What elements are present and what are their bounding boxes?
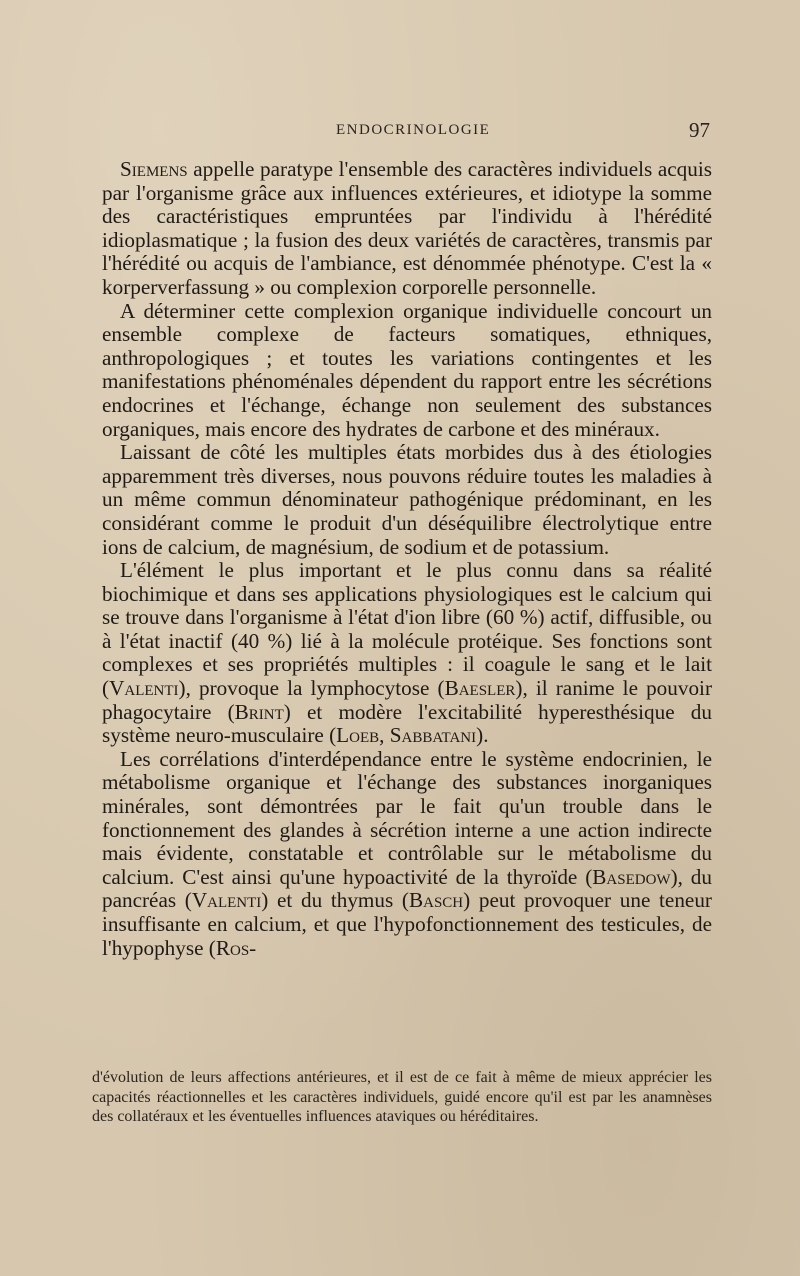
text-run: ), provoque la lymphocytose (	[178, 676, 445, 701]
author-name: Valenti	[109, 676, 179, 701]
paragraph	[102, 748, 712, 960]
body-text	[102, 158, 712, 960]
paragraph	[102, 158, 712, 300]
author-name: Ros-	[215, 935, 257, 960]
text-run: L'élément le plus important et le plus connu dans sa réalité biochimique et dans ses applications physiologiques est le calcium qui se trouve dans l'organisme à l'état d'ion libre (60 %) actif, diffusible, ou à l'état inactif (40 %) lié à la molécule protéique. Ses fonctions sont complexes et ses propriétés multiples : il coagule le sang et le lait (	[102, 558, 712, 701]
text-run: A déterminer cette complexion organique individuelle concourt un ensemble complexe de facteurs somatiques, ethniques, anthropologiques ; et toutes les variations contingentes et les manifestations phénoménales dépendent du rapport entre les sécrétions endocrines et l'échange, échange non seulement des substances organiques, mais encore des hydrates de carbone et des minéraux.	[102, 298, 712, 441]
text-run: ), il ranime le pouvoir phagocytaire (	[102, 676, 713, 724]
text-run: ,	[379, 723, 390, 748]
text-run: Les corrélations d'interdépendance entre le système endocrinien, le métabolisme organique et l'échange des substances inorganiques minérales, sont démontrées par le fait qu'un trouble dans le fonctionnement des glandes à sécrétion interne a une action indirecte mais évidente, constatable et contrôlable sur le métabolisme du calcium. C'est ainsi qu'une hypoactivité de la thyroïde (	[102, 746, 712, 889]
text-run: ) et modère l'excitabilité hyperesthésique du système neuro-musculaire (	[102, 699, 712, 748]
text-run: Laissant de côté les multiples états morbides dus à des étiologies apparemment très diverses, nous pouvons réduire toutes les maladies à un même commun dénominateur pathogénique prédominant, en les considérant comme le produit d'un déséquilibre électrolytique entre ions de calcium, de magnésium, de sodium et de potassium.	[102, 440, 712, 559]
author-name: Loeb	[336, 723, 380, 748]
running-head: ENDOCRINOLOGIE	[336, 122, 491, 138]
text-run: ).	[476, 723, 489, 748]
footnote: d'évolution de leurs affections antérieures, et il est de ce fait à même de mieux apprécier les capacités réactionnelles et les caractères individuels, guidé encore qu'il est par les anamnèses des collatéraux et les éventuelles influences ataviques ou héréditaires.	[92, 1069, 712, 1125]
author-name: Baesler	[444, 676, 516, 701]
page-header	[104, 118, 712, 148]
paragraph	[102, 559, 712, 748]
author-name: Brint	[234, 699, 284, 724]
author-name: Valenti	[191, 888, 262, 913]
author-name: Basch	[408, 888, 464, 913]
paragraph	[102, 300, 712, 442]
author-name: Basedow	[592, 864, 671, 889]
text-run: ), du pancréas (	[102, 864, 712, 913]
author-name: Siemens	[120, 157, 188, 181]
text-run: ) et du thymus (	[261, 888, 409, 913]
text-run: appelle paratype l'ensemble des caractères individuels acquis par l'organisme grâce aux influences extérieures, et idiotype la somme des caractéristiques empruntées par l'individu à l'hérédité idioplasmatique ; la fusion des deux variétés de caractères, transmis par l'hérédité ou acquis de l'ambiance, est dénommée phénotype. C'est la « korperverfassung » ou complexion corporelle personnelle.	[102, 157, 712, 299]
text-run: ) peut provoquer une teneur insuffisante en calcium, et que l'hypofonctionnement des testicules, de l'hypophyse (	[102, 888, 712, 960]
page-number: 97	[689, 118, 710, 142]
author-name: Sabbatani	[389, 723, 477, 748]
paragraph	[102, 441, 712, 559]
